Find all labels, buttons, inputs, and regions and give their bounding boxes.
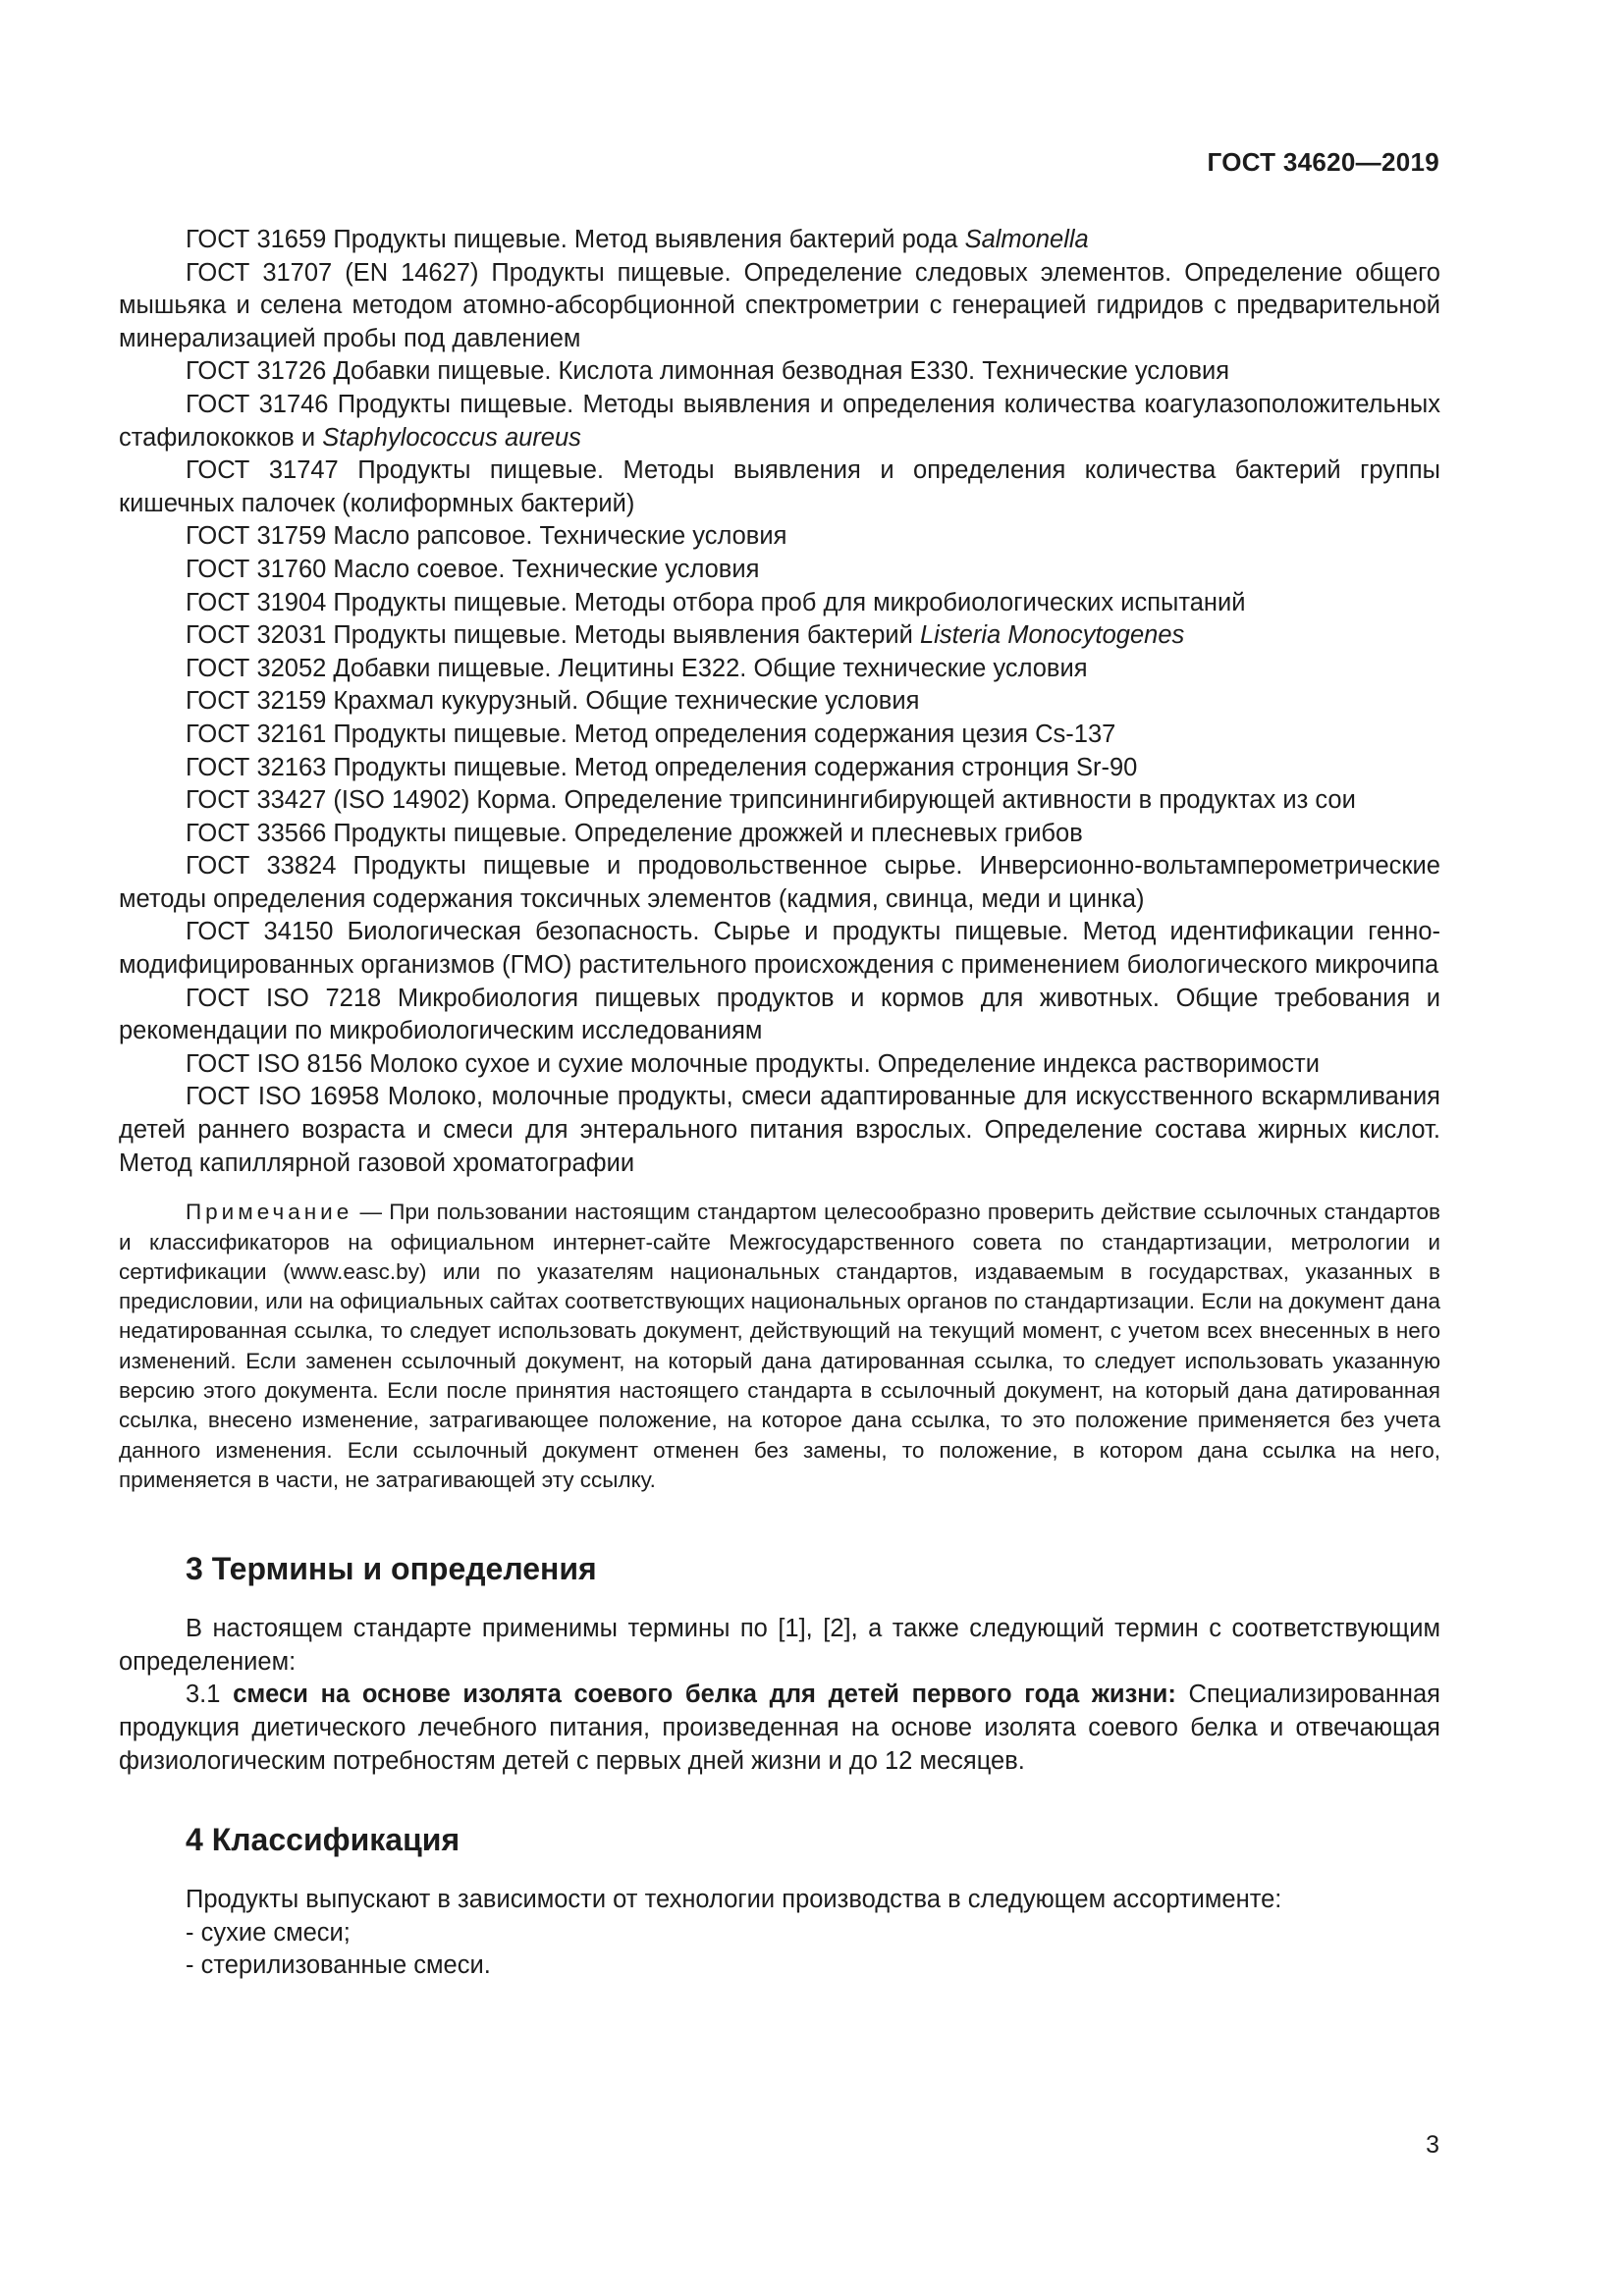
reference-item: ГОСТ 32163 Продукты пищевые. Метод определения содержания стронция Sr-90 xyxy=(186,753,1138,781)
reference-item: ГОСТ ISO 16958 Молоко, молочные продукты, смеси адаптированные для искусственного вскармливания детей раннего возраста и смеси для энтерального питания взрослых. Определение состава жирных кислот. Метод капиллярной газовой хроматографии xyxy=(119,1083,1440,1177)
term-text: Специализированная продукция диетического лечебного питания, произведенная на основе изолята соевого белка и отвечающая физиологическим потребностям детей с первых дней жизни и до 12 месяцев. xyxy=(119,1681,1440,1775)
standard-code-header: ГОСТ 34620—2019 xyxy=(1207,147,1439,177)
reference-item: ГОСТ 31746 Продукты пищевые. Методы выявления и определения количества коагулазоположительных стафилококков и Staphylococcus aureus xyxy=(119,390,1440,452)
section-intro: В настоящем стандарте применимы термины по [1], [2], а также следующий термин с соответствующим определением: xyxy=(119,1615,1440,1676)
section-heading: 4 Классификация xyxy=(186,1822,460,1858)
note-label: Примечание xyxy=(186,1200,353,1225)
page-content xyxy=(119,224,1440,1983)
reference-item: ГОСТ 33824 Продукты пищевые и продовольственное сырье. Инверсионно-вольтамперометрические методы определения содержания токсичных элементов (кадмия, свинца, меди и цинка) xyxy=(119,852,1440,913)
reference-item: ГОСТ 34150 Биологическая безопасность. Сырье и продукты пищевые. Метод идентификации генно-модифицированных организмов (ГМО) растительного происхождения с применением биологического микрочипа xyxy=(119,918,1440,980)
normative-references-list xyxy=(119,224,1440,1180)
reference-item: ГОСТ 32161 Продукты пищевые. Метод определения содержания цезия Cs-137 xyxy=(186,720,1116,748)
section-classification xyxy=(119,1822,1440,1983)
term-number: 3.1 xyxy=(186,1681,234,1709)
reference-item: ГОСТ 31760 Масло соевое. Технические условия xyxy=(186,555,760,583)
reference-item: ГОСТ 31707 (EN 14627) Продукты пищевые. Определение следовых элементов. Определение общего мышьяка и селена методом атомно-абсорбционной спектрометрии с генерацией гидридов с предварительной минерализацией пробы под давлением xyxy=(119,258,1440,352)
section-intro: Продукты выпускают в зависимости от технологии производства в следующем ассортименте: xyxy=(186,1886,1282,1914)
reference-item: ГОСТ 32052 Добавки пищевые. Лецитины Е322. Общие технические условия xyxy=(186,654,1088,682)
list-item: - сухие смеси; xyxy=(186,1918,351,1947)
reference-item: ГОСТ ISO 8156 Молоко сухое и сухие молочные продукты. Определение индекса растворимости xyxy=(186,1049,1320,1078)
reference-item: ГОСТ 31904 Продукты пищевые. Методы отбора проб для микробиологических испытаний xyxy=(186,588,1246,616)
references-note xyxy=(119,1198,1440,1495)
page-number: 3 xyxy=(1426,2131,1439,2159)
reference-italic-term: Listeria Monocytogenes xyxy=(919,621,1185,650)
note-text: — При пользовании настоящим стандартом целесообразно проверить действие ссылочных стандартов и классификаторов на официальном интернет-сайте Межгосударственного совета по стандартизации, метрологии и сертификации (www.easc.by) или по указателям национальных стандартов, издаваемым в государствах, указанных в предисловии, или на официальных сайтах соответствующих национальных органов по стандартизации. Если на документ дана недатированная ссылка, то следует использовать документ, действующий на текущий момент, с учетом всех внесенных в него изменений. Если заменен ссылочный документ, на который дана датированная ссылка, то следует использовать указанную версию этого документа. Если после принятия настоящего стандарта в ссылочный документ, на который дана датированная ссылка, внесено изменение, затрагивающее положение, на которое дана ссылка, то это положение применяется без учета данного изменения. Если ссылочный документ отменен без замены, то положение, в котором дана ссылка на него, применяется в части, не затрагивающей эту ссылку. xyxy=(119,1200,1440,1492)
reference-item: ГОСТ 31659 Продукты пищевые. Метод выявления бактерий рода Salmonella xyxy=(186,226,1089,253)
reference-item: ГОСТ 31747 Продукты пищевые. Методы выявления и определения количества бактерий группы кишечных палочек (колиформных бактерий) xyxy=(119,456,1440,517)
reference-item: ГОСТ 32159 Крахмал кукурузный. Общие технические условия xyxy=(186,687,920,716)
reference-item: ГОСТ 31726 Добавки пищевые. Кислота лимонная безводная Е330. Технические условия xyxy=(186,357,1230,386)
reference-item: ГОСТ 33427 (ISO 14902) Корма. Определение трипсинингибирующей активности в продуктах из сои xyxy=(186,786,1356,815)
section-terms xyxy=(119,1551,1440,1778)
section-heading: 3 Термины и определения xyxy=(186,1551,597,1587)
reference-item: ГОСТ ISO 7218 Микробиология пищевых продуктов и кормов для животных. Общие требования и рекомендации по микробиологическим исследованиям xyxy=(119,984,1440,1045)
list-item: - стерилизованные смеси. xyxy=(186,1951,491,1980)
reference-italic-term: Salmonella xyxy=(964,226,1089,253)
term-definition xyxy=(119,1679,1440,1778)
reference-item: ГОСТ 31759 Масло рапсовое. Технические условия xyxy=(186,522,787,551)
reference-item: ГОСТ 32031 Продукты пищевые. Методы выявления бактерий Listeria Monocytogenes xyxy=(186,621,1185,650)
reference-italic-term: Staphylococcus aureus xyxy=(322,423,581,452)
term-title: смеси на основе изолята соевого белка для детей первого года жизни: xyxy=(233,1681,1176,1709)
reference-item: ГОСТ 33566 Продукты пищевые. Определение дрожжей и плесневых грибов xyxy=(186,819,1083,847)
